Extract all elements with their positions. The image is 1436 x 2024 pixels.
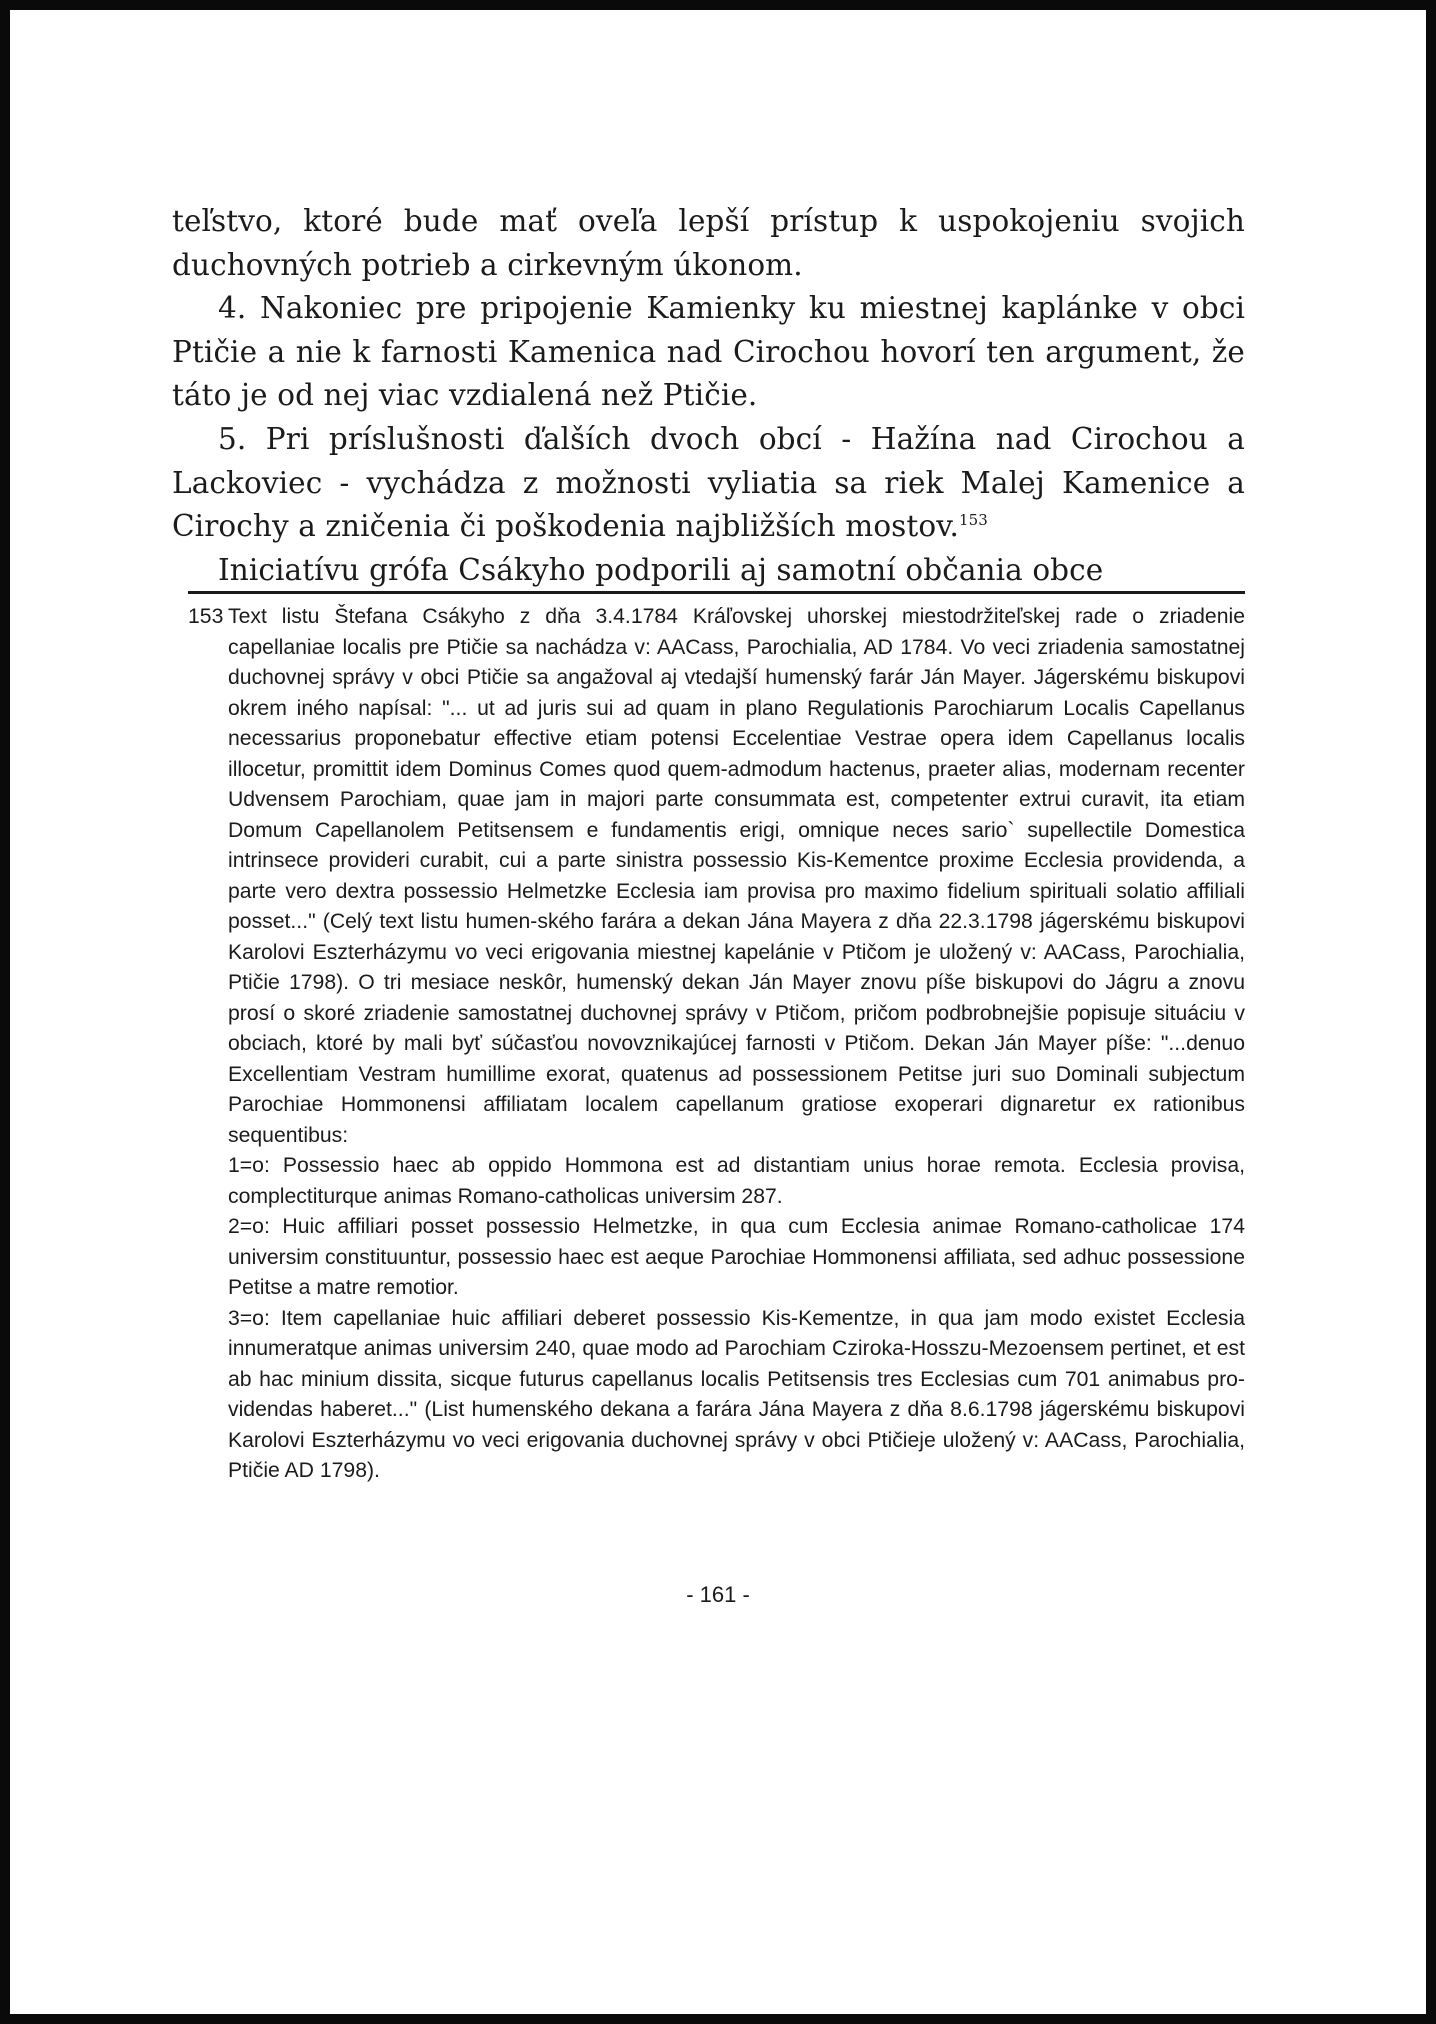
- footnote-number: 153: [188, 605, 224, 628]
- paragraph: Iniciatívu grófa Csákyho podporili aj samotní občania obce: [218, 552, 1104, 587]
- footnotes: [188, 602, 1245, 1487]
- footnote-divider: [188, 591, 1245, 594]
- footnote: [188, 602, 1245, 1487]
- footnote-paragraph: Text listu Štefana Csákyho z dňa 3.4.1784 Kráľovskej uhorskej miestodržiteľskej rade o zriadenie capellaniae localis pre Ptičie sa nachádza v: AACass, Parochialia, AD 1784. Vo veci zriadenia samostatnej duchovnej správy v obci Ptičie sa angažoval aj vtedajší humenský farár Ján Mayer. Jágerskému biskupovi okrem iného napísal: "... ut ad juris sui ad quam in plano Regulationis Parochiarum Localis Capellanus necessarius proponebatur effective etiam potensi Eccelentiae Vestrae opera idem Capellanus localis illocetur, promittit idem Dominus Comes quod quem-admodum hactenus, praeter alias, modernam recenter Udvensem Parochiam, quae jam in majori parte consummata est, competenter extrui curavit, ita etiam Domum Capellanolem Petitsensem e fundamentis erigi, omnique neces sario` supellectile Domestica intrinsece provideri curabit, cui a parte sinistra possessio Kis-Kementce proxime Ecclesia providenda, a parte vero dextra possessio Helmetzke Ecclesia iam provisa pro maximo fidelium spirituali solatio affiliali posset..." (Celý text listu humen-ského farára a dekan Jána Mayera z dňa 22.3.1798 jágerskému biskupovi Karolovi Eszterházymu vo veci erigovania miestnej kapelánie v Ptičom je uložený v: AACass, Parochialia, Ptičie 1798). O tri mesiace neskôr, humenský dekan Ján Mayer znovu píše biskupovi do Jágru a znovu prosí o skoré zriadenie samostatnej duchovnej správy v Ptičom, pričom podbrobnejšie popisuje situáciu v obciach, ktoré by mali byť súčasťou novovznikajúcej farnosti v Ptičom. Dekan Ján Mayer píše: "...denuo Excellentiam Vestram humillime exorat, quatenus ad possessionem Petitse juri suo Dominali subjectum Parochiae Hommonensi affiliatam localem capellanum gratiose exoperari dignaretur ex rationibus sequentibus:: [228, 605, 1245, 1147]
- paragraph: 4. Nakoniec pre pripojenie Kamienky ku miestnej kaplánke v obci Ptičie a nie k farnosti Kamenica nad Cirochou hovorí ten argument, že táto je od nej viac vzdialená než Ptičie.: [172, 291, 1245, 413]
- paragraph-text: 5. Pri príslušnosti ďalších dvoch obcí - Hažína nad Cirochou a Lackoviec - vychádza z možnosti vyliatia sa riek Malej Kamenice a Cirochy a zničenia či poškodenia najbližších mostov.: [172, 421, 1245, 544]
- footnote-paragraph: 1=o: Possessio haec ab oppido Hommona est ad distantiam unius horae remota. Ecclesia provisa, complectiturque animas Romano-catholicas universim 287.: [228, 1154, 1245, 1208]
- footnote-paragraph: 2=o: Huic affiliari posset possessio Helmetzke, in qua cum Ecclesia animae Romano-catholicae 174 universim constituuntur, possessio haec est aeque Parochiae Hommonensi affiliata, sed adhuc possessione Petitse a matre remotior.: [228, 1215, 1245, 1299]
- paragraph: teľstvo, ktoré bude mať oveľa lepší prístup k uspokojeniu svojich duchovných potrieb a cirkevným úkonom.: [172, 204, 1245, 282]
- main-text: [172, 200, 1245, 592]
- footnote-paragraph: 3=o: Item capellaniae huic affiliari deberet possessio Kis-Kementze, in qua jam modo existet Ecclesia innumeratque animas universim 240, quae modo ad Parochiam Cziroka-Hosszu-Mezoensem pertinet, et est ab hac minium dissita, sicque futurus capellanus localis Petitsensis tres Ecclesias cum 701 animabus pro-videndas haberet..." (List humenského dekana a farára Jána Mayera z dňa 8.6.1798 jágerskému biskupovi Karolovi Eszterházymu vo veci erigovania duchovnej správy v obci Ptičieje uložený v: AACass, Parochialia, Ptičie AD 1798).: [228, 1306, 1245, 1482]
- footnote-body: [228, 602, 1245, 1487]
- footnote-reference[interactable]: 153: [958, 511, 988, 530]
- page-number: - 161 -: [686, 1582, 750, 1607]
- paragraph: [172, 418, 1245, 549]
